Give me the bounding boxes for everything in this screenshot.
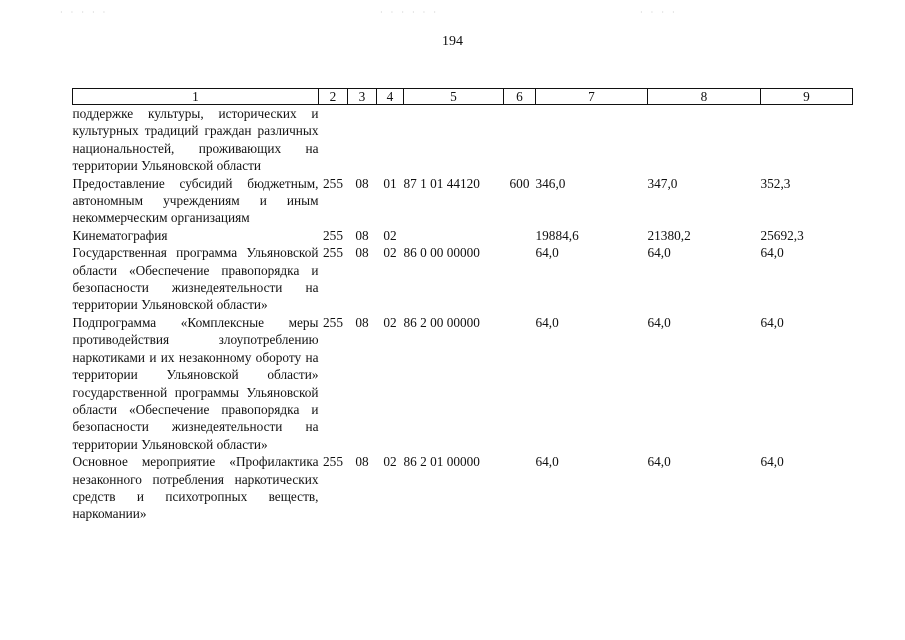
- row-code-6: [504, 244, 536, 314]
- row-code-4: 02: [383, 245, 397, 261]
- row-code-5: [404, 105, 504, 175]
- row-code-3: 08: [355, 454, 369, 470]
- row-code-5: 87 1 01 44120: [403, 175, 480, 191]
- header-row: [73, 89, 853, 105]
- header-col-3: 3: [348, 89, 377, 105]
- row-code-3: 08: [355, 245, 369, 261]
- row-code-5: [404, 227, 504, 244]
- row-code-6: 600: [509, 175, 530, 191]
- row-code-6: [504, 105, 536, 175]
- row-value-7: 346,0: [535, 175, 566, 191]
- row-code-4: 02: [383, 314, 397, 330]
- header-col-8: 8: [648, 89, 761, 105]
- row-name: Государственная программа Ульяновской области «Обеспечение правопорядка и безопасности жизнедеятельности на территории Ульяновской области»: [72, 245, 319, 313]
- row-code-3: 08: [355, 314, 369, 330]
- row-code-2: 255: [323, 245, 343, 261]
- row-value-9: 352,3: [760, 175, 791, 191]
- row-value-8: 347,0: [647, 175, 678, 191]
- table-row: [73, 105, 853, 175]
- row-value-7: 64,0: [535, 454, 559, 470]
- header-col-1: 1: [73, 89, 319, 105]
- row-name: Предоставление субсидий бюджетным, автономным учреждениям и иным некоммерческим организациям: [72, 175, 319, 226]
- row-value-7: 19884,6: [535, 227, 579, 243]
- row-code-5: 86 2 00 00000: [403, 314, 480, 330]
- row-name: Кинематография: [72, 227, 168, 243]
- row-value-8: [648, 105, 761, 175]
- row-name: Подпрограмма «Комплексные меры противодействия злоупотреблению наркотиками и их незаконному обороту на территории Ульяновской области» государственной программы Ульяновской области «Обеспечение правопорядка и безопасности жизнедеятельности на территории Ульяновской области»: [72, 314, 319, 452]
- row-code-5: 86 2 01 00000: [403, 454, 480, 470]
- scan-noise: · · · ·: [640, 8, 678, 17]
- row-code-2: [319, 105, 348, 175]
- row-value-8: 64,0: [647, 245, 671, 261]
- row-code-4: [377, 105, 404, 175]
- row-code-4: 02: [383, 454, 397, 470]
- row-code-5: 86 0 00 00000: [403, 245, 480, 261]
- row-value-9: 64,0: [760, 454, 784, 470]
- table-row: [73, 175, 853, 227]
- row-code-3: 08: [355, 227, 369, 243]
- header-col-7: 7: [536, 89, 648, 105]
- row-code-6: [504, 453, 536, 523]
- row-value-9: 64,0: [760, 314, 784, 330]
- row-code-2: 255: [323, 227, 343, 243]
- row-code-2: 255: [323, 314, 343, 330]
- table-row: [73, 453, 853, 523]
- row-value-8: 21380,2: [647, 227, 691, 243]
- row-code-2: 255: [323, 175, 343, 191]
- scan-noise: · · · · ·: [60, 8, 109, 17]
- scan-noise: · · · · · ·: [380, 8, 439, 17]
- budget-table: [72, 88, 853, 523]
- row-value-9: 64,0: [760, 245, 784, 261]
- header-col-5: 5: [404, 89, 504, 105]
- row-name: Основное мероприятие «Профилактика незаконного потребления наркотических средств и психотропных веществ, наркомании»: [72, 454, 319, 522]
- page-number: 194: [442, 34, 463, 49]
- row-code-6: [504, 227, 536, 244]
- row-code-4: 01: [383, 175, 397, 191]
- row-value-7: [536, 105, 648, 175]
- row-value-9: 25692,3: [760, 227, 804, 243]
- header-col-4: 4: [377, 89, 404, 105]
- row-value-8: 64,0: [647, 454, 671, 470]
- row-value-9: [761, 105, 853, 175]
- header-col-2: 2: [319, 89, 348, 105]
- table-row: [73, 314, 853, 453]
- row-code-6: [504, 314, 536, 453]
- row-code-2: 255: [323, 454, 343, 470]
- row-code-4: 02: [383, 227, 397, 243]
- header-col-6: 6: [504, 89, 536, 105]
- table-row: [73, 227, 853, 244]
- header-col-9: 9: [761, 89, 853, 105]
- row-value-7: 64,0: [535, 314, 559, 330]
- table-row: [73, 244, 853, 314]
- row-value-8: 64,0: [647, 314, 671, 330]
- row-name: поддержке культуры, исторических и культурных традиций граждан различных национальностей, проживающих на территории Ульяновской области: [72, 106, 319, 174]
- row-code-3: 08: [355, 175, 369, 191]
- row-value-7: 64,0: [535, 245, 559, 261]
- row-code-3: [348, 105, 377, 175]
